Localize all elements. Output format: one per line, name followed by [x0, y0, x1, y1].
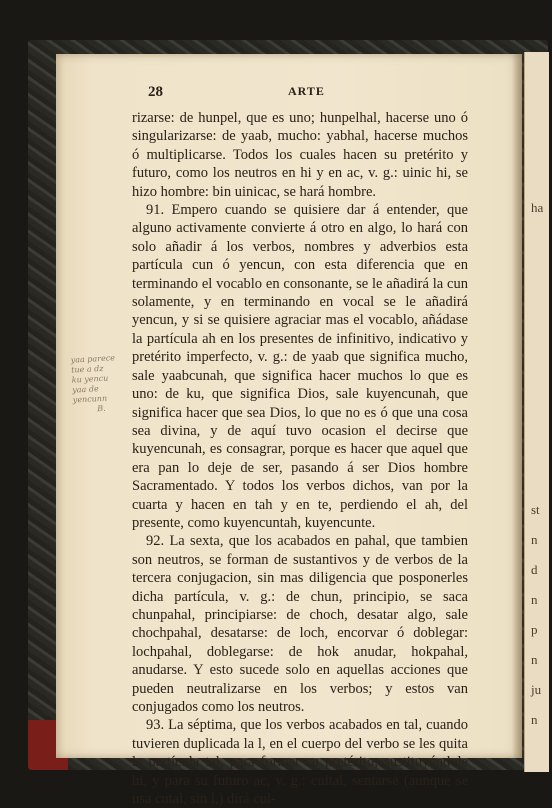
facing-page-edge — [524, 52, 549, 772]
marginalia-line: yaa de — [72, 384, 99, 395]
facing-page-fragment: n — [531, 652, 538, 667]
paragraph-91: 91. Empero cuando se quisiere dar á entender, que alguno activamente convierte á otro en algo, lo hará con solo añadir á los verbos, nombres y adverbios esta partícula cun ó yencun, con esta diferencia que en terminando el vocablo en consonante, se le añadirá la cun solamente, y en terminando en vocal se le añadirá yencun, y si se quisiere agraciar mas el vocablo, añádase la partícula ah en los presentes de infinitivo, indicativo y pretérito imperfecto, v. g.: de yaab que significa mucho, sale yaabcunah, que significa hacer muchos lo que es uno: de ku, que significa Dios, sale kuyencunah, que significa hacer que sea Dios, lo que no es ó que una cosa sea divina, y de aquí tuvo ocasion el decirse que kuyencunah, es consagrar, porque es hacer que aquel que era pan lo deje de ser, pasando á ser Dios hombre Sacramentado. Y todos los verbos dichos, van por la cuarta y hacen en tah y en te, perdiendo el ah, del presente, como kuyencuntah, kuyencunte. — [132, 202, 468, 531]
facing-page-fragment: ju — [531, 682, 542, 697]
paragraph-93: 93. La séptima, que los verbos acabados en tal, cuando tuvieren duplicada la l, en el cuerpo del verbo se les quita la partícula tal, para formar su pretérito; sustituyéndole hi, y para su futuro ac, v. g.: cultal, sentarse (aunque se usa cutal, sin l,) dirá cul- — [132, 717, 468, 808]
marginalia-line: yaa parece — [70, 353, 116, 365]
facing-page-fragment: ha — [531, 200, 544, 215]
page-header — [56, 84, 522, 104]
paragraph-92: 92. La sexta, que los acabados en pahal, que tambien son neutros, se forman de sustantivos y de verbos de la tercera conjugacion, sin mas diligencia que posponerles dicha partícula, v. g.: de chun, principio, se saca chunpahal, principiarse: de choch, desatar algo, sale chochpahal, desatarse: de loch, encorvar ó doblegar: lochpahal, doblegarse: de hok anudar, hokpahal, anudarse. Y esto sucede solo en aquellas acciones que pueden neutralizarse en los verbos; y estos van conjugados como los neutros. — [132, 533, 468, 715]
page-number: 28 — [148, 84, 163, 100]
marginalia-line: tue a dz — [70, 363, 104, 375]
marginalia-line: ku yencu — [71, 373, 109, 385]
marginalia-line: B. — [97, 403, 106, 414]
page-fold-shadow — [512, 54, 524, 758]
facing-page-fragment: p — [531, 622, 538, 637]
handwritten-marginalia — [70, 352, 133, 415]
facing-page-fragment: d — [531, 562, 538, 577]
body-text — [132, 109, 468, 808]
facing-page-fragment: n — [531, 532, 538, 547]
facing-page-fragment: n — [531, 712, 538, 727]
facing-page-fragment: st — [531, 502, 540, 517]
paragraph-continuation: rizarse: de hunpel, que es uno; hunpelhal, hacerse uno ó singularizarse: de yaab, mucho: yabhal, hacerse muchos ó multiplicarse. Todos los cuales hacen su pretérito y futuro, como los neutros en hi y en ac, v. g.: uinic hi, se hizo hombre: bin uinicac, se hará hombre. — [132, 110, 468, 200]
facing-page-fragment: n — [531, 592, 538, 607]
marginalia-line: yencunn — [72, 393, 108, 405]
book-page — [56, 54, 522, 808]
running-title: ARTE — [288, 84, 325, 98]
